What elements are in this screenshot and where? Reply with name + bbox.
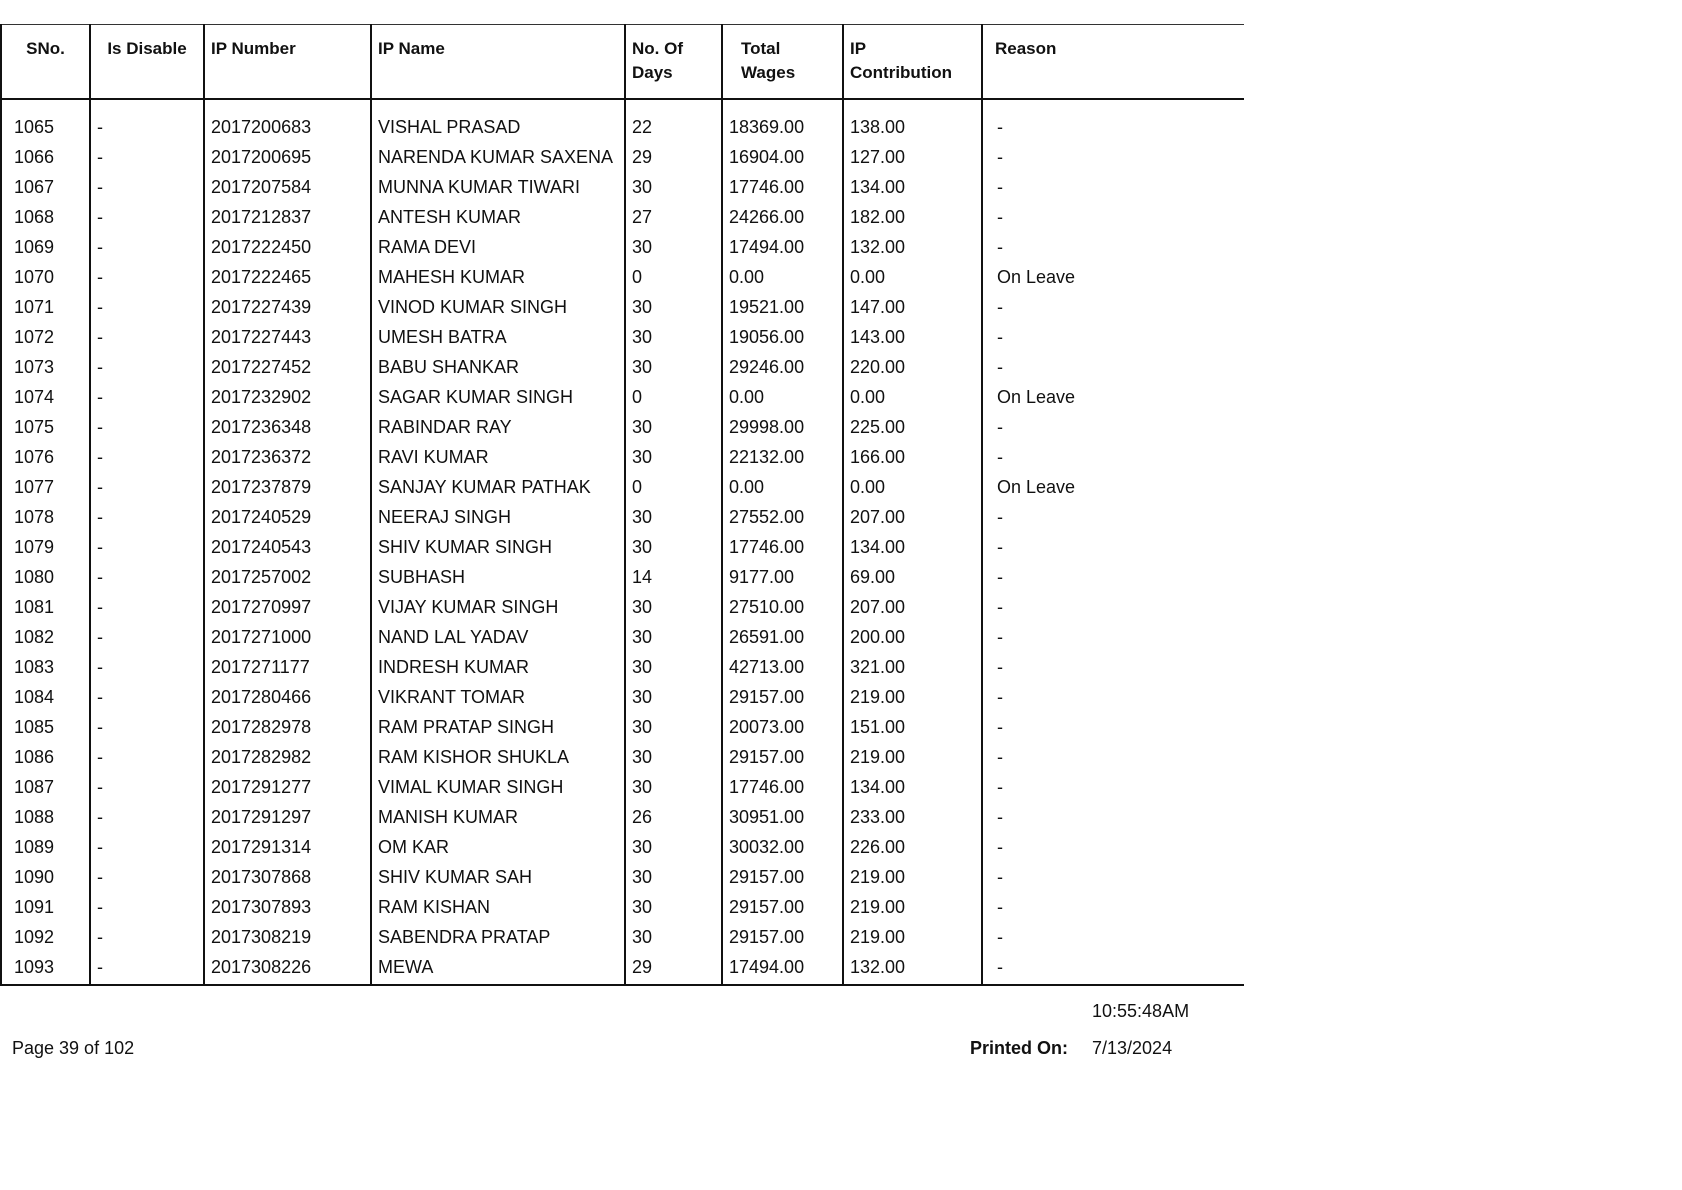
table-row [1,836,1244,866]
cell-total-wages: 24266.00 [722,206,843,236]
header-no-of-days-line2: Days [632,63,673,82]
cell-no-of-days: 30 [625,836,722,866]
cell-is-disable: - [90,206,204,236]
table-header [1,25,1244,100]
cell-ip-contribution: 182.00 [843,206,982,236]
cell-reason: - [982,116,1244,146]
cell-ip-number: 2017240543 [204,536,371,566]
cell-ip-name: VIMAL KUMAR SINGH [371,776,625,806]
cell-reason: - [982,236,1244,266]
cell-no-of-days: 30 [625,716,722,746]
cell-sno: 1077 [1,476,90,506]
cell-ip-contribution: 225.00 [843,416,982,446]
table-row [1,746,1244,776]
cell-reason: - [982,176,1244,206]
cell-ip-name: MUNNA KUMAR TIWARI [371,176,625,206]
table-row [1,206,1244,236]
printed-date: 7/13/2024 [1092,1038,1173,1058]
cell-reason: - [982,626,1244,656]
cell-is-disable: - [90,686,204,716]
cell-ip-contribution: 134.00 [843,536,982,566]
cell-no-of-days: 0 [625,266,722,296]
cell-reason: - [982,746,1244,776]
cell-ip-contribution: 69.00 [843,566,982,596]
cell-no-of-days: 30 [625,536,722,566]
table-row [1,446,1244,476]
spacer-cell [204,99,371,116]
cell-ip-contribution: 219.00 [843,686,982,716]
page-number: Page 39 of 102 [12,1038,135,1058]
cell-reason: - [982,716,1244,746]
cell-sno: 1068 [1,206,90,236]
table-body [1,99,1244,985]
cell-sno: 1093 [1,956,90,985]
cell-ip-contribution: 132.00 [843,956,982,985]
cell-is-disable: - [90,116,204,146]
cell-total-wages: 29157.00 [722,896,843,926]
cell-ip-name: NARENDA KUMAR SAXENA [371,146,625,176]
header-row [1,25,1244,100]
cell-total-wages: 29157.00 [722,746,843,776]
table-row [1,566,1244,596]
cell-ip-number: 2017291314 [204,836,371,866]
cell-is-disable: - [90,326,204,356]
cell-is-disable: - [90,536,204,566]
cell-is-disable: - [90,656,204,686]
cell-no-of-days: 0 [625,476,722,506]
cell-ip-name: SANJAY KUMAR PATHAK [371,476,625,506]
cell-ip-contribution: 219.00 [843,866,982,896]
cell-total-wages: 17494.00 [722,236,843,266]
cell-no-of-days: 30 [625,896,722,926]
cell-no-of-days: 29 [625,956,722,985]
cell-ip-number: 2017308219 [204,926,371,956]
cell-reason: - [982,596,1244,626]
cell-ip-name: RAM PRATAP SINGH [371,716,625,746]
cell-total-wages: 17746.00 [722,176,843,206]
cell-ip-number: 2017237879 [204,476,371,506]
cell-no-of-days: 30 [625,176,722,206]
cell-total-wages: 26591.00 [722,626,843,656]
cell-is-disable: - [90,836,204,866]
cell-ip-contribution: 233.00 [843,806,982,836]
cell-is-disable: - [90,506,204,536]
cell-ip-number: 2017236348 [204,416,371,446]
cell-total-wages: 20073.00 [722,716,843,746]
cell-sno: 1084 [1,686,90,716]
cell-reason: - [982,866,1244,896]
cell-ip-number: 2017200695 [204,146,371,176]
header-reason: Reason [982,25,1244,100]
cell-ip-contribution: 207.00 [843,506,982,536]
cell-total-wages: 0.00 [722,476,843,506]
cell-ip-name: VINOD KUMAR SINGH [371,296,625,326]
printed-time: 10:55:48AM [1092,1001,1190,1021]
cell-no-of-days: 30 [625,356,722,386]
table-row [1,536,1244,566]
cell-sno: 1070 [1,266,90,296]
cell-ip-number: 2017212837 [204,206,371,236]
cell-sno: 1069 [1,236,90,266]
table-row [1,176,1244,206]
cell-ip-name: NEERAJ SINGH [371,506,625,536]
cell-ip-contribution: 151.00 [843,716,982,746]
cell-no-of-days: 30 [625,866,722,896]
cell-reason: - [982,326,1244,356]
cell-no-of-days: 30 [625,626,722,656]
cell-sno: 1081 [1,596,90,626]
table-row [1,236,1244,266]
cell-sno: 1079 [1,536,90,566]
header-no-of-days [625,25,722,100]
cell-ip-name: MEWA [371,956,625,985]
cell-ip-number: 2017200683 [204,116,371,146]
cell-ip-name: VIKRANT TOMAR [371,686,625,716]
cell-reason: - [982,446,1244,476]
table-row [1,596,1244,626]
cell-ip-name: VIJAY KUMAR SINGH [371,596,625,626]
cell-reason: On Leave [982,476,1244,506]
cell-is-disable: - [90,386,204,416]
cell-ip-name: SHIV KUMAR SINGH [371,536,625,566]
header-ip-contribution [843,25,982,100]
cell-is-disable: - [90,776,204,806]
cell-ip-number: 2017227452 [204,356,371,386]
cell-is-disable: - [90,746,204,776]
contribution-table [0,24,1244,986]
table-row [1,266,1244,296]
cell-ip-number: 2017207584 [204,176,371,206]
cell-ip-number: 2017282982 [204,746,371,776]
printed-on-label: Printed On: [970,1038,1068,1058]
cell-no-of-days: 22 [625,116,722,146]
table-row [1,296,1244,326]
cell-reason: - [982,206,1244,236]
cell-ip-number: 2017236372 [204,446,371,476]
table-row [1,806,1244,836]
cell-ip-number: 2017222450 [204,236,371,266]
cell-no-of-days: 14 [625,566,722,596]
header-ip-contribution-line1: IP [850,39,867,58]
table-row [1,626,1244,656]
cell-ip-number: 2017232902 [204,386,371,416]
cell-ip-contribution: 134.00 [843,776,982,806]
cell-reason: - [982,506,1244,536]
cell-sno: 1089 [1,836,90,866]
cell-ip-name: VISHAL PRASAD [371,116,625,146]
cell-reason: - [982,356,1244,386]
cell-reason: - [982,956,1244,985]
table-row [1,716,1244,746]
cell-ip-name: RAVI KUMAR [371,446,625,476]
cell-ip-number: 2017270997 [204,596,371,626]
cell-sno: 1090 [1,866,90,896]
cell-sno: 1078 [1,506,90,536]
cell-sno: 1065 [1,116,90,146]
cell-ip-number: 2017227439 [204,296,371,326]
cell-reason: On Leave [982,266,1244,296]
cell-is-disable: - [90,926,204,956]
cell-is-disable: - [90,956,204,985]
cell-sno: 1072 [1,326,90,356]
cell-reason: - [982,536,1244,566]
cell-ip-name: NAND LAL YADAV [371,626,625,656]
cell-total-wages: 42713.00 [722,656,843,686]
cell-total-wages: 18369.00 [722,116,843,146]
header-total-wages-line2: Wages [741,63,796,82]
cell-ip-contribution: 219.00 [843,746,982,776]
cell-ip-name: ANTESH KUMAR [371,206,625,236]
cell-reason: - [982,836,1244,866]
cell-ip-contribution: 166.00 [843,446,982,476]
contribution-report-sheet [0,24,1243,986]
cell-ip-number: 2017240529 [204,506,371,536]
cell-ip-number: 2017291297 [204,806,371,836]
cell-ip-name: MANISH KUMAR [371,806,625,836]
cell-sno: 1083 [1,656,90,686]
cell-sno: 1085 [1,716,90,746]
cell-ip-contribution: 0.00 [843,266,982,296]
cell-sno: 1087 [1,776,90,806]
spacer-cell [90,99,204,116]
cell-total-wages: 29157.00 [722,686,843,716]
cell-ip-number: 2017280466 [204,686,371,716]
spacer-cell [843,99,982,116]
cell-total-wages: 29157.00 [722,926,843,956]
cell-total-wages: 19056.00 [722,326,843,356]
cell-ip-contribution: 219.00 [843,926,982,956]
cell-reason: - [982,416,1244,446]
cell-no-of-days: 30 [625,236,722,266]
cell-total-wages: 30951.00 [722,806,843,836]
table-row [1,146,1244,176]
cell-is-disable: - [90,236,204,266]
cell-ip-number: 2017227443 [204,326,371,356]
cell-is-disable: - [90,176,204,206]
cell-total-wages: 17746.00 [722,536,843,566]
cell-no-of-days: 30 [625,296,722,326]
cell-sno: 1076 [1,446,90,476]
cell-ip-number: 2017271000 [204,626,371,656]
cell-is-disable: - [90,566,204,596]
cell-ip-contribution: 200.00 [843,626,982,656]
spacer-cell [371,99,625,116]
spacer-cell [625,99,722,116]
cell-no-of-days: 0 [625,386,722,416]
cell-ip-name: OM KAR [371,836,625,866]
spacer-cell [722,99,843,116]
table-row [1,506,1244,536]
table-row [1,926,1244,956]
cell-ip-name: SUBHASH [371,566,625,596]
cell-sno: 1080 [1,566,90,596]
cell-no-of-days: 30 [625,326,722,356]
cell-total-wages: 27552.00 [722,506,843,536]
cell-no-of-days: 26 [625,806,722,836]
cell-ip-name: INDRESH KUMAR [371,656,625,686]
table-row [1,956,1244,985]
cell-is-disable: - [90,416,204,446]
cell-reason: - [982,686,1244,716]
cell-ip-number: 2017307868 [204,866,371,896]
cell-no-of-days: 30 [625,776,722,806]
cell-ip-name: MAHESH KUMAR [371,266,625,296]
table-row [1,326,1244,356]
cell-total-wages: 29157.00 [722,866,843,896]
spacer-cell [1,99,90,116]
header-no-of-days-line1: No. Of [632,39,683,58]
cell-no-of-days: 27 [625,206,722,236]
header-total-wages [722,25,843,100]
cell-is-disable: - [90,806,204,836]
cell-ip-name: RAM KISHOR SHUKLA [371,746,625,776]
table-row [1,776,1244,806]
cell-sno: 1075 [1,416,90,446]
cell-total-wages: 17494.00 [722,956,843,985]
cell-is-disable: - [90,296,204,326]
cell-ip-contribution: 321.00 [843,656,982,686]
cell-ip-contribution: 134.00 [843,176,982,206]
cell-total-wages: 29246.00 [722,356,843,386]
table-row [1,386,1244,416]
cell-ip-number: 2017282978 [204,716,371,746]
cell-is-disable: - [90,356,204,386]
cell-ip-contribution: 226.00 [843,836,982,866]
table-row [1,116,1244,146]
cell-reason: - [982,926,1244,956]
cell-ip-name: SHIV KUMAR SAH [371,866,625,896]
cell-ip-contribution: 143.00 [843,326,982,356]
header-is-disable: Is Disable [90,25,204,100]
table-row [1,866,1244,896]
cell-no-of-days: 30 [625,686,722,716]
cell-sno: 1067 [1,176,90,206]
cell-ip-contribution: 147.00 [843,296,982,326]
cell-ip-contribution: 138.00 [843,116,982,146]
cell-ip-name: BABU SHANKAR [371,356,625,386]
cell-reason: - [982,896,1244,926]
cell-ip-name: RAM KISHAN [371,896,625,926]
cell-is-disable: - [90,596,204,626]
cell-reason: - [982,656,1244,686]
cell-no-of-days: 30 [625,446,722,476]
cell-ip-contribution: 207.00 [843,596,982,626]
cell-no-of-days: 30 [625,746,722,776]
cell-ip-name: UMESH BATRA [371,326,625,356]
header-ip-contribution-line2: Contribution [850,63,952,82]
cell-no-of-days: 30 [625,416,722,446]
spacer-row [1,99,1244,116]
cell-is-disable: - [90,716,204,746]
cell-sno: 1071 [1,296,90,326]
cell-sno: 1091 [1,896,90,926]
cell-is-disable: - [90,446,204,476]
cell-ip-name: SABENDRA PRATAP [371,926,625,956]
cell-sno: 1066 [1,146,90,176]
cell-no-of-days: 30 [625,506,722,536]
cell-ip-number: 2017222465 [204,266,371,296]
cell-ip-number: 2017291277 [204,776,371,806]
header-ip-name: IP Name [371,25,625,100]
cell-reason: - [982,566,1244,596]
cell-ip-contribution: 127.00 [843,146,982,176]
cell-sno: 1074 [1,386,90,416]
cell-total-wages: 30032.00 [722,836,843,866]
cell-ip-name: RABINDAR RAY [371,416,625,446]
cell-is-disable: - [90,476,204,506]
cell-ip-contribution: 0.00 [843,386,982,416]
cell-no-of-days: 29 [625,146,722,176]
cell-is-disable: - [90,266,204,296]
cell-ip-number: 2017257002 [204,566,371,596]
cell-no-of-days: 30 [625,596,722,626]
table-row [1,416,1244,446]
cell-reason: - [982,776,1244,806]
table-row [1,476,1244,506]
cell-total-wages: 19521.00 [722,296,843,326]
cell-is-disable: - [90,146,204,176]
table-row [1,896,1244,926]
cell-total-wages: 29998.00 [722,416,843,446]
cell-is-disable: - [90,866,204,896]
cell-sno: 1086 [1,746,90,776]
cell-total-wages: 0.00 [722,386,843,416]
cell-ip-number: 2017307893 [204,896,371,926]
cell-total-wages: 22132.00 [722,446,843,476]
cell-reason: - [982,146,1244,176]
cell-ip-number: 2017271177 [204,656,371,686]
cell-sno: 1082 [1,626,90,656]
cell-is-disable: - [90,896,204,926]
table-row [1,686,1244,716]
cell-ip-contribution: 0.00 [843,476,982,506]
cell-total-wages: 0.00 [722,266,843,296]
cell-ip-name: SAGAR KUMAR SINGH [371,386,625,416]
cell-total-wages: 17746.00 [722,776,843,806]
cell-total-wages: 16904.00 [722,146,843,176]
header-total-wages-line1: Total [741,39,781,58]
header-ip-number: IP Number [204,25,371,100]
cell-sno: 1073 [1,356,90,386]
cell-ip-contribution: 219.00 [843,896,982,926]
header-sno: SNo. [1,25,90,100]
cell-ip-number: 2017308226 [204,956,371,985]
cell-sno: 1092 [1,926,90,956]
cell-no-of-days: 30 [625,926,722,956]
cell-ip-contribution: 132.00 [843,236,982,266]
cell-reason: - [982,296,1244,326]
cell-reason: On Leave [982,386,1244,416]
cell-is-disable: - [90,626,204,656]
cell-reason: - [982,806,1244,836]
cell-ip-contribution: 220.00 [843,356,982,386]
cell-total-wages: 9177.00 [722,566,843,596]
cell-ip-name: RAMA DEVI [371,236,625,266]
cell-sno: 1088 [1,806,90,836]
table-row [1,656,1244,686]
spacer-cell [982,99,1244,116]
cell-no-of-days: 30 [625,656,722,686]
table-row [1,356,1244,386]
cell-total-wages: 27510.00 [722,596,843,626]
